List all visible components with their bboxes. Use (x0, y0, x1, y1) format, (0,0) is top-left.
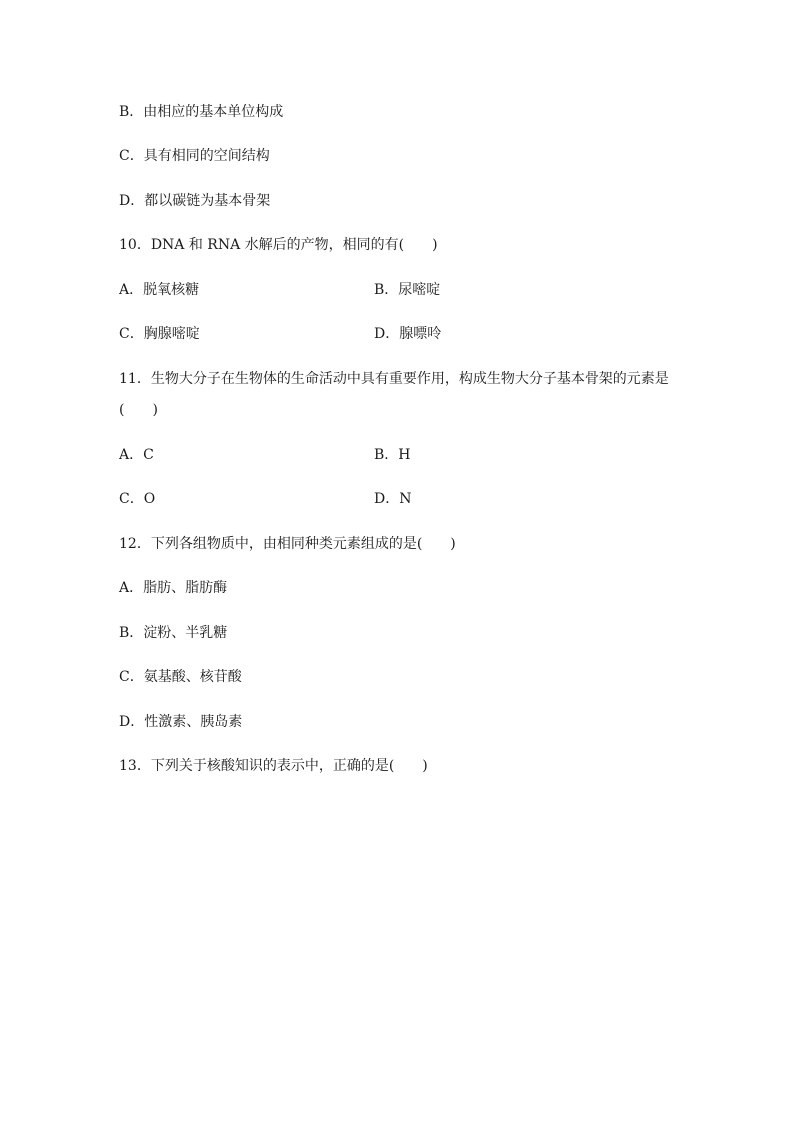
question-11-option-c: C．O (119, 491, 156, 507)
question-13-stem: 13．下列关于核酸知识的表示中，正确的是( ) (119, 758, 428, 774)
question-12-option-d: D．性激素、胰岛素 (119, 714, 243, 730)
question-10-option-d: D．腺嘌呤 (374, 326, 442, 342)
question-11-option-b: B．H (374, 447, 411, 463)
question-12-option-b: B．淀粉、半乳糖 (119, 625, 228, 641)
option-d-prev: D．都以碳链为基本骨架 (119, 193, 271, 209)
option-b-prev: B．由相应的基本单位构成 (119, 104, 284, 120)
question-11-option-d: D．N (374, 491, 412, 507)
question-10-option-c: C．胸腺嘧啶 (119, 326, 200, 342)
question-12-stem: 12．下列各组物质中，由相同种类元素组成的是( ) (119, 536, 456, 552)
question-11-option-a: A．C (119, 447, 154, 463)
question-10-stem: 10．DNA 和 RNA 水解后的产物，相同的有( ) (119, 237, 438, 253)
question-12-option-c: C．氨基酸、核苷酸 (119, 669, 242, 685)
question-11-stem-cont: ( ) (119, 402, 158, 418)
question-11-stem: 11．生物大分子在生物体的生命活动中具有重要作用，构成生物大分子基本骨架的元素是 (119, 371, 669, 387)
option-c-prev: C．具有相同的空间结构 (119, 148, 270, 164)
question-12-option-a: A．脂肪、脂肪酶 (119, 580, 228, 596)
question-10-option-a: A．脱氧核糖 (119, 282, 200, 298)
question-10-option-b: B．尿嘧啶 (374, 282, 441, 298)
